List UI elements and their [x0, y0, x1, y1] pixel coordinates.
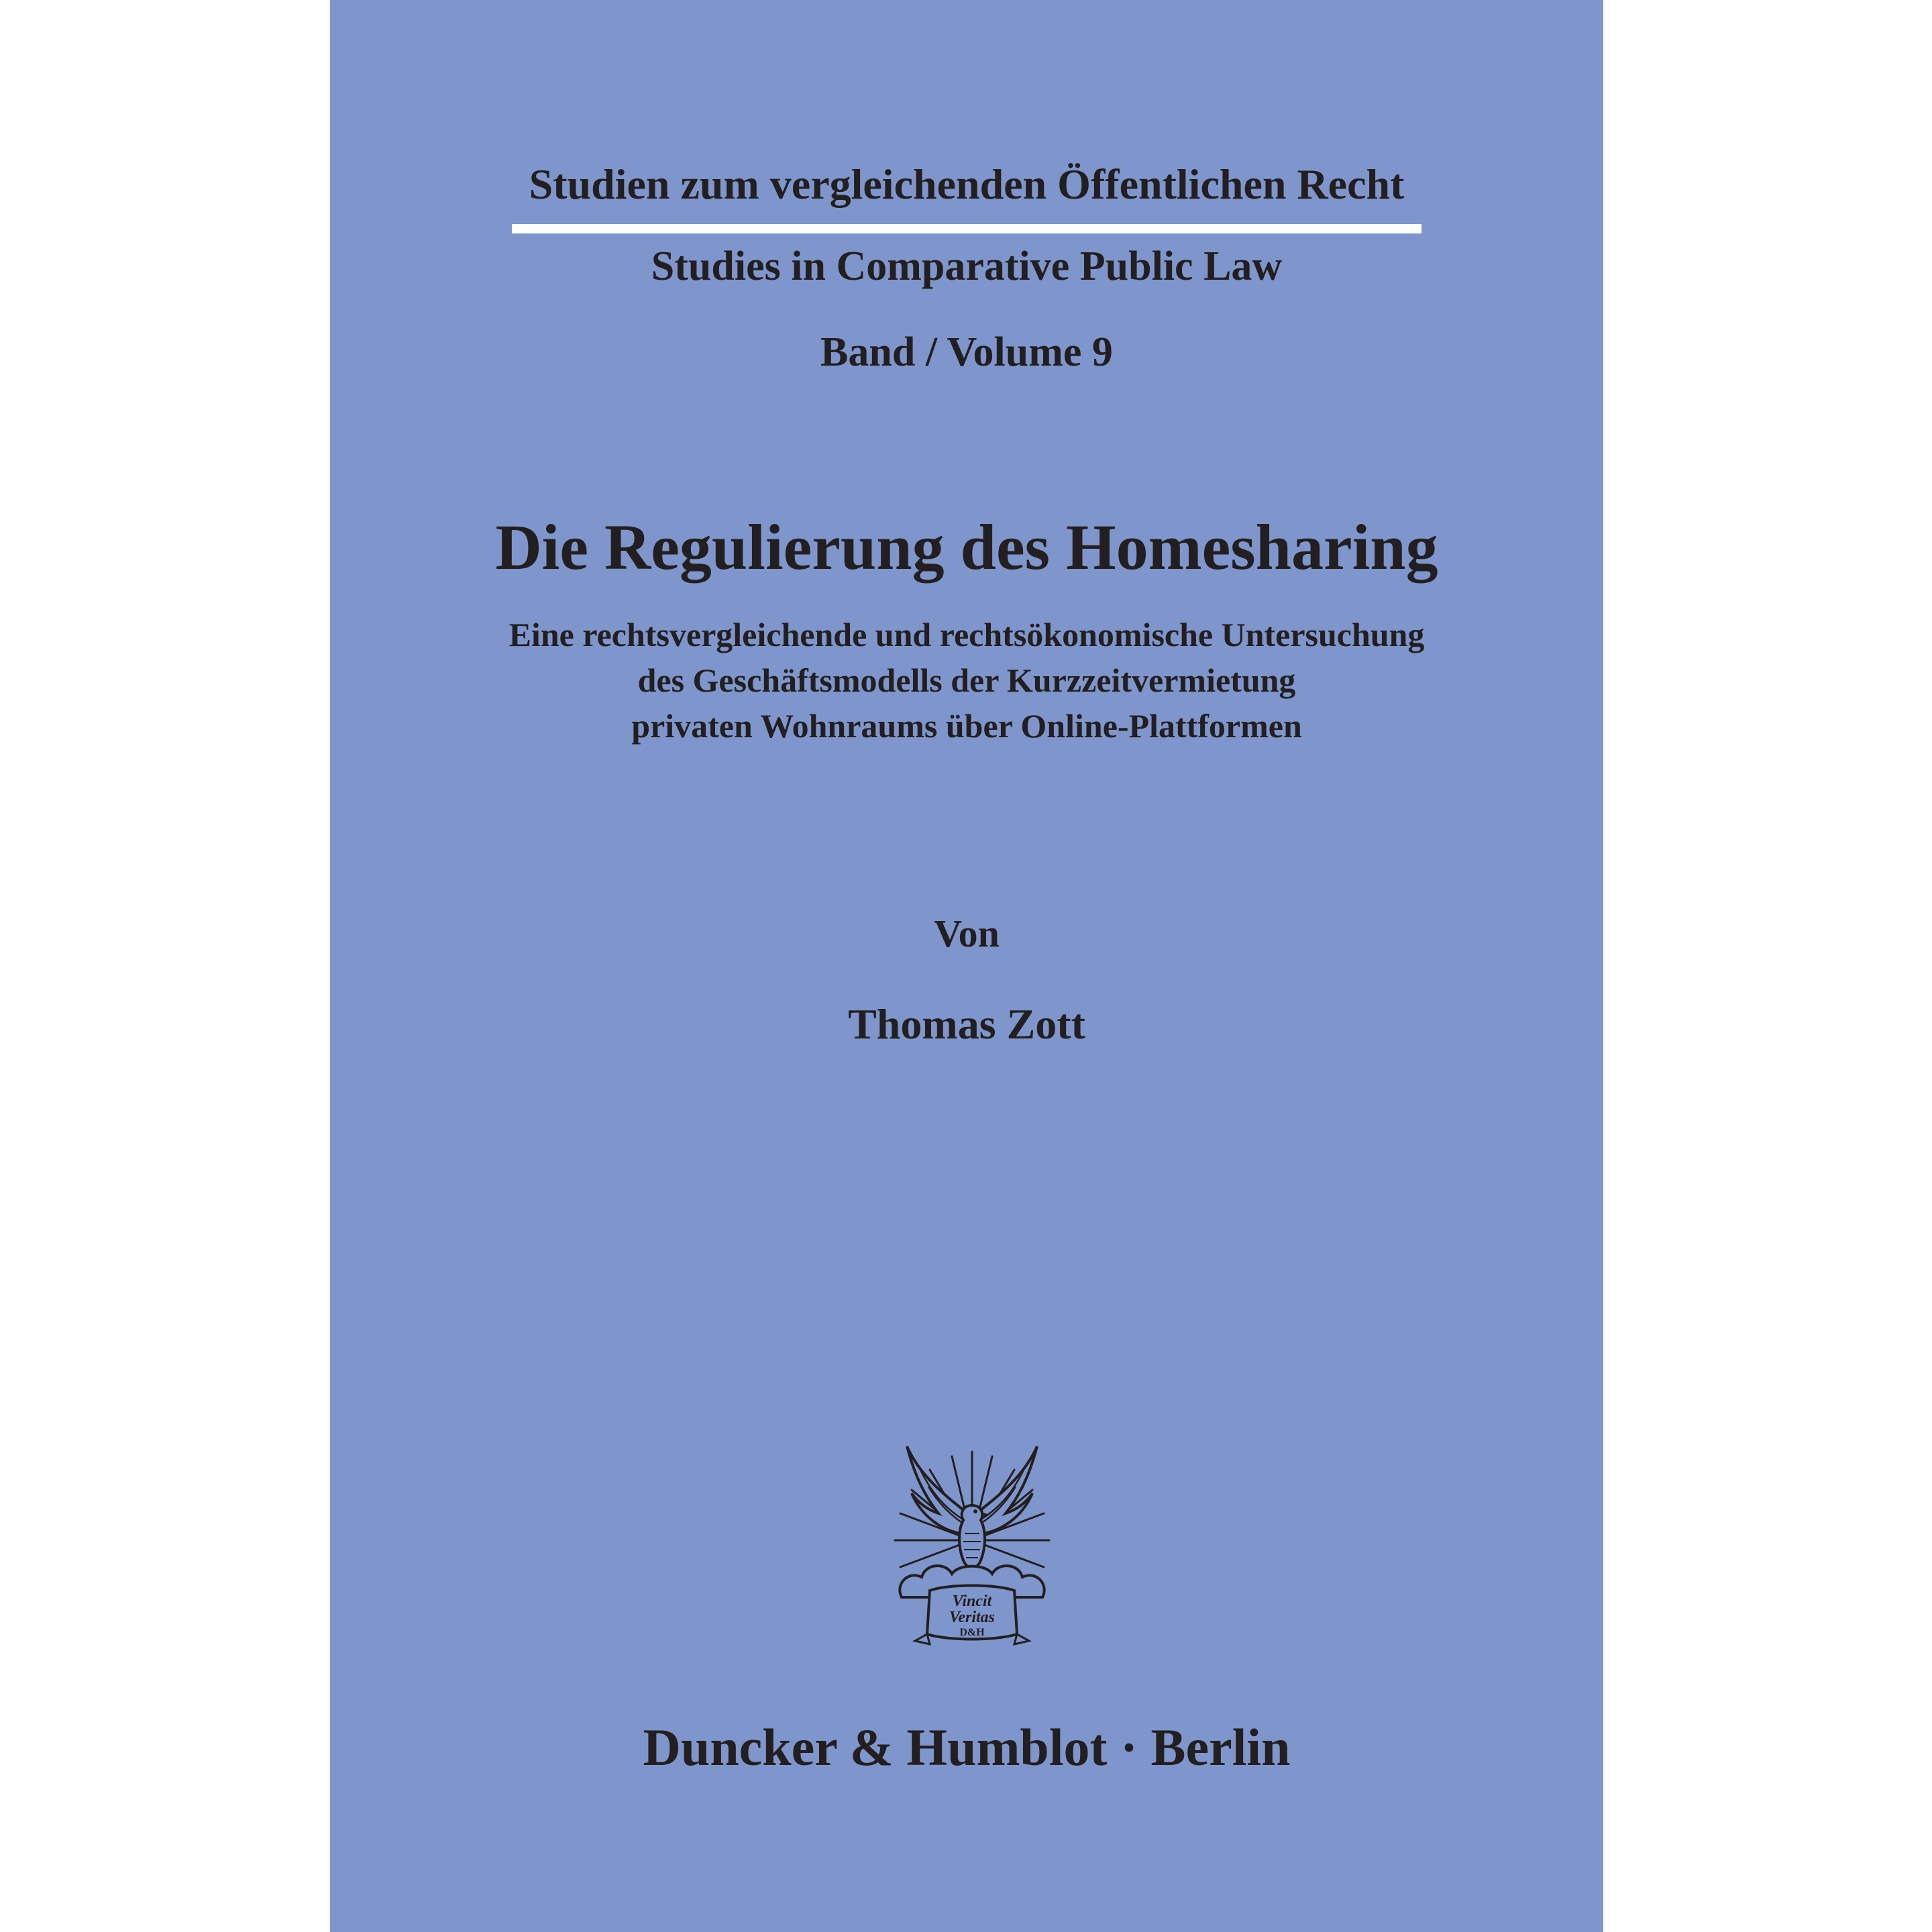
book-cover	[330, 0, 1603, 1932]
emblem-initials: D&H	[959, 1627, 985, 1638]
book-subtitle	[330, 612, 1603, 749]
emblem-motto-line1: Vincit	[952, 1593, 992, 1610]
subtitle-line: Eine rechtsvergleichende und rechtsökonomische Untersuchung	[508, 616, 1425, 653]
subtitle-line: des Geschäftsmodells der Kurzzeitvermietung	[637, 661, 1296, 699]
by-label: Von	[934, 912, 1000, 955]
book-title: Die Regulierung des Homesharing	[495, 511, 1438, 583]
emblem-motto-line2: Veritas	[949, 1609, 996, 1626]
series-title-english: Studies in Comparative Public Law	[651, 244, 1283, 289]
subtitle-line: privaten Wohnraums über Online-Plattformen	[631, 707, 1302, 745]
author-name: Thomas Zott	[848, 1000, 1085, 1048]
volume-number: Band / Volume 9	[820, 329, 1113, 375]
publisher: Duncker & Humblot · Berlin	[643, 1718, 1291, 1776]
series-divider	[512, 224, 1421, 233]
phoenix-emblem-icon	[888, 1440, 1056, 1648]
series-title-german: Studien zum vergleichenden Öffentlichen Recht	[529, 160, 1405, 208]
